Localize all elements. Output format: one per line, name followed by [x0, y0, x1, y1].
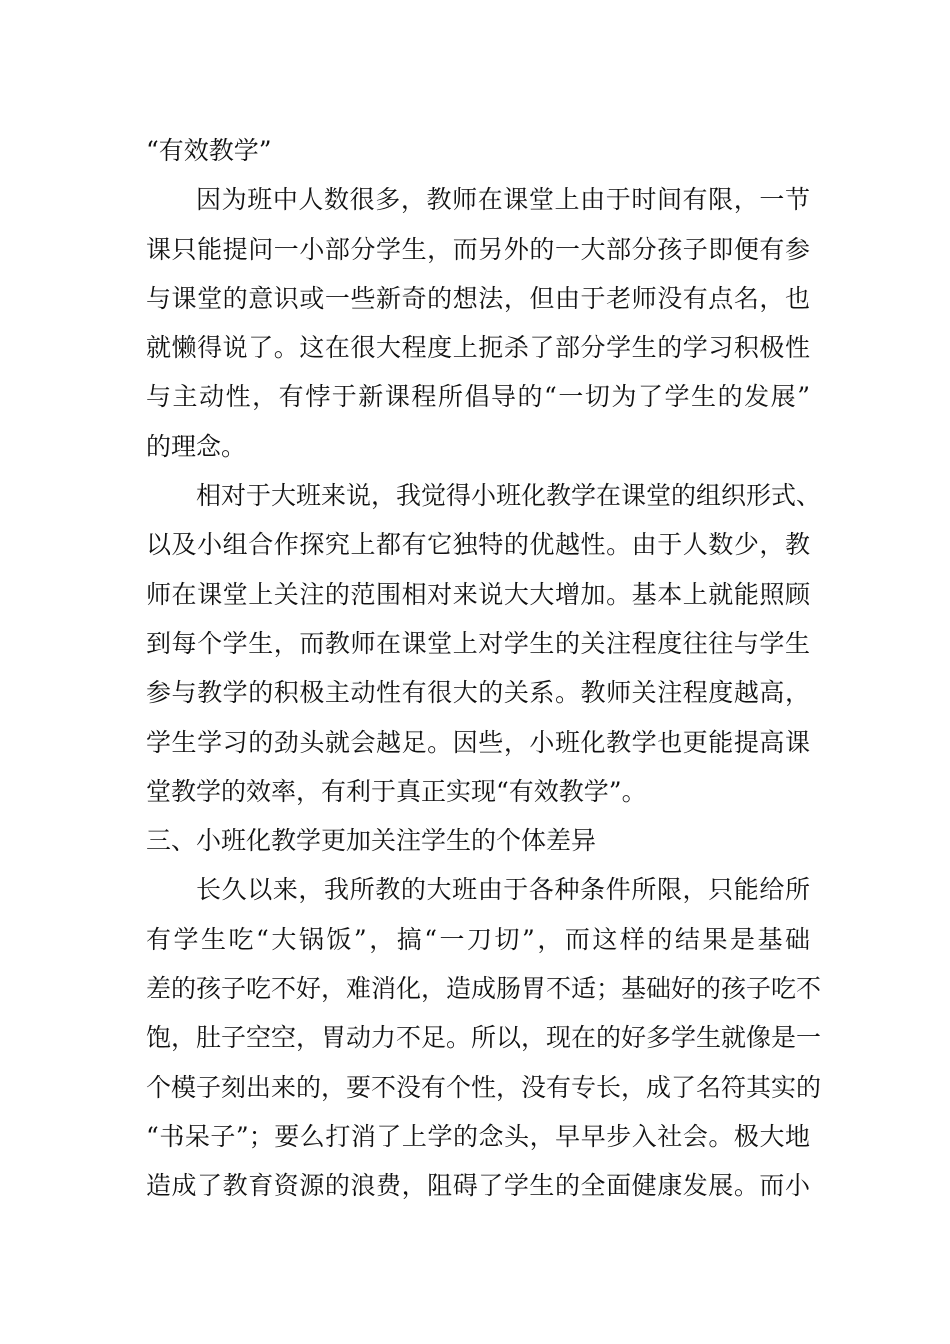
- text-line: 三、小班化教学更加关注学生的个体差异: [146, 826, 597, 856]
- text-line: 以及小组合作探究上都有它独特的优越性。由于人数少，教: [146, 530, 810, 560]
- text-line: “有效教学”: [146, 136, 272, 165]
- text-line: 课只能提问一小部分学生，而另外的一大部分孩子即便有参: [146, 234, 810, 264]
- text-line: 师在课堂上关注的范围相对来说大大增加。基本上就能照顾: [146, 579, 810, 609]
- text-line: 就懒得说了。这在很大程度上扼杀了部分学生的学习积极性: [146, 333, 810, 363]
- text-line: 与主动性，有悖于新课程所倡导的“一切为了学生的发展”: [146, 382, 810, 412]
- text-line: 到每个学生，而教师在课堂上对学生的关注程度往往与学生: [146, 628, 810, 658]
- document-body: [146, 126, 822, 1211]
- text-line: 学生学习的劲头就会越足。因些，小班化教学也更能提高课: [146, 727, 810, 757]
- text-line: 饱，肚子空空，胃动力不足。所以，现在的好多学生就像是一: [146, 1023, 822, 1053]
- text-line: “书呆子”；要么打消了上学的念头，早早步入社会。极大地: [146, 1121, 810, 1151]
- text-line: 参与教学的积极主动性有很大的关系。教师关注程度越高，: [146, 678, 810, 708]
- text-line: 相对于大班来说，我觉得小班化教学在课堂的组织形式、: [196, 481, 822, 511]
- text-line: 有学生吃“大锅饭”，搞“一刀切”，而这样的结果是基础: [146, 924, 810, 954]
- text-line: 差的孩子吃不好，难消化，造成肠胃不适；基础好的孩子吃不: [146, 974, 822, 1004]
- text-line: 造成了教育资源的浪费，阻碍了学生的全面健康发展。而小: [146, 1171, 810, 1201]
- text-line: 的理念。: [146, 431, 247, 461]
- text-line: 长久以来，我所教的大班由于各种条件所限，只能给所: [196, 875, 810, 905]
- text-line: 与课堂的意识或一些新奇的想法，但由于老师没有点名，也: [146, 283, 810, 313]
- text-line: 因为班中人数很多，教师在课堂上由于时间有限，一节: [196, 185, 810, 215]
- text-line: 个模子刻出来的，要不没有个性，没有专长，成了名符其实的: [146, 1072, 822, 1102]
- text-line: 堂教学的效率，有利于真正实现“有效教学”。: [146, 776, 647, 806]
